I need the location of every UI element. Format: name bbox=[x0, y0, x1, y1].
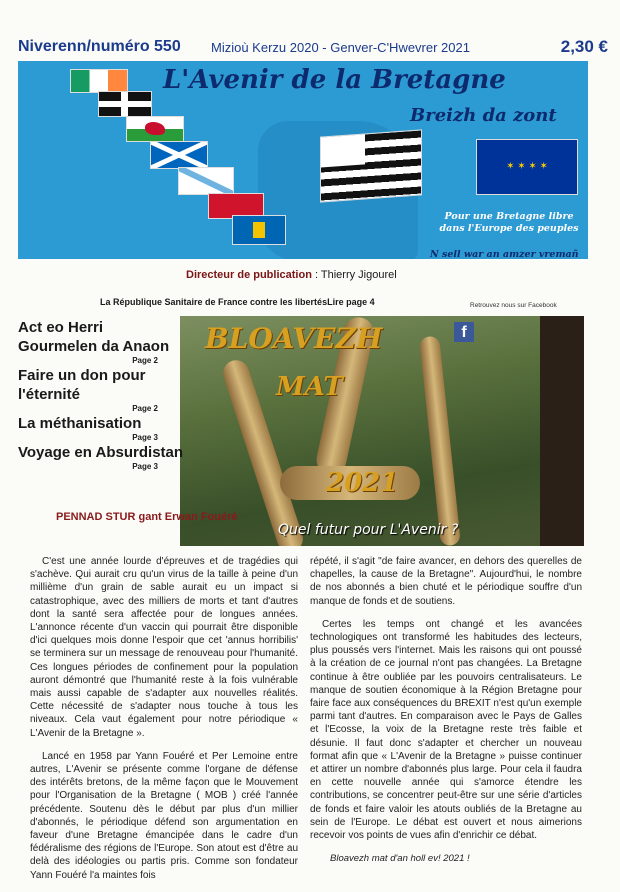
director-name: : Thierry Jigourel bbox=[314, 269, 397, 281]
cover-title-line2: MAT bbox=[276, 372, 343, 402]
toc-page: Page 2 bbox=[132, 404, 158, 413]
article-column-2 bbox=[310, 555, 582, 875]
toc-page: Page 3 bbox=[132, 433, 158, 442]
breton-flag-icon bbox=[320, 129, 422, 202]
paragraph: C'est une année lourde d'épreuves et de tragédies qui s'achève. Qui aurait cru qu'un virus de la taille à peine d'un millième d'un grain de sable aurait eu un impact si catastrophique, avec des milliers de morts et tant d'autres dont la santé sera affectée pour de longues années. L'annonce récente d'un vaccin qui pourrait être disponible d'ici quelques mois donne l'espoir que cet 'annus horribilis' se terminera sur un message de renouveau pour l'humanité. Ces longues périodes de confinement pour la population auront démontré que l'humanité reste à la fois vulnérable mais aussi capable de s'adapter aux nouvelles réalités. Cette nécessité de s'adapter nous touche à tous les niveaux. Cela vaut également pour notre périodique « L'Avenir de la Bretagne ». bbox=[30, 556, 298, 739]
top-headline: La République Sanitaire de France contre les libertésLire page 4 bbox=[100, 297, 375, 307]
scottish-flag-icon bbox=[150, 141, 208, 169]
issue-date: Mizioù Kerzu 2020 - Genver-C'Hwevrer 2021 bbox=[211, 40, 470, 55]
facebook-note: Retrouvez nous sur Facebook bbox=[470, 302, 557, 309]
asturian-flag-icon bbox=[232, 215, 286, 245]
newspaper-subtitle: Breizh da zont bbox=[410, 105, 557, 126]
paragraph: répété, il s'agit "de faire avancer, en dehors des querelles de chapelles, la cause de la Bretagne". Aujourd'hui, le nombre de nos abonnés a bien chuté et le périodique souffre d'un manque de fonds et de soutiens. bbox=[310, 556, 582, 607]
price: 2,30 € bbox=[560, 37, 608, 56]
paragraph: Certes les temps ont changé et les avancées technologiques ont transformé les habitudes des lecteurs, plus poussés vers l'internet. Mais les raisons qui ont poussé à la création de ce journal n'ont pas changées. La Bretagne continue à être oubliée par les pouvoirs centralisateurs. Le manque de soutien économique à la Région Bretagne pour faire face aux conséquences du BREXIT n'est qu'un exemple parmi tant d'autres. En comparaison avec le Pays de Galles et l'Ecosse, la voix de la Bretagne reste très faible et désunie. Il faut donc s'adapter et chercher un nouveau format afin que « L'Avenir de la Bretagne » puisse continuer et attirer un nombre d'abonnés plus large. Pour cela il faudra en cette nouvelle année qui s'amorce étendre les contributions, se concentrer peut-être sur une série d'articles de fonds et faire valoir les atouts oubliés de la Bretagne au sein de l'Europe. Le débat est ouvert et nous aimerions recevoir vos points de vues afin d'enrichir ce débat. bbox=[310, 618, 582, 842]
galician-flag-icon bbox=[178, 167, 234, 195]
cover-title-line1: BLOAVEZH bbox=[205, 322, 383, 355]
toc-page: Page 2 bbox=[132, 356, 158, 365]
cornish-flag-icon bbox=[98, 91, 152, 117]
tagline: Pour une Bretagne libre dans l'Europe des peuples bbox=[439, 211, 579, 234]
toc-title[interactable]: Act eo Herri Gourmelen da Anaon bbox=[18, 319, 170, 355]
cover-question: Quel futur pour L'Avenir ? bbox=[278, 522, 459, 538]
closing-greeting: Bloavezh mat d'an holl ev! 2021 ! bbox=[330, 853, 470, 865]
issue-number: Niverenn/numéro 550 bbox=[18, 38, 181, 55]
table-of-contents bbox=[18, 318, 186, 472]
article-column-1 bbox=[30, 555, 298, 892]
editorial-heading: PENNAD STUR gant Erwan Fouéré bbox=[56, 511, 238, 523]
toc-title[interactable]: Faire un don pour l'éternité bbox=[18, 367, 146, 403]
masthead-banner bbox=[18, 61, 588, 259]
cover-year: 2021 bbox=[326, 468, 399, 498]
newspaper-title: L'Avenir de la Bretagne bbox=[163, 65, 506, 95]
paragraph: Lancé en 1958 par Yann Fouéré et Per Lemoine entre autres, L'Avenir se présente comme l'organe de défense des intérêts bretons, de la même façon que le Mouvement pour l'Organisation de la Bretagne ( MOB ) créé l'année précédente. Soutenu dès le début par plus d'un millier d'abonnés, le périodique défend son argumentation en faveur d'une Bretagne émancipée dans le cadre d'un fédéralisme des régions de l'Europe. Son atout est d'être au delà des idéologies ou partis pris. Comme son fondateur Yann Fouéré l'a maintes fois bbox=[30, 750, 298, 881]
toc-title[interactable]: La méthanisation bbox=[18, 415, 142, 432]
toc-title[interactable]: Voyage en Absurdistan bbox=[18, 444, 184, 461]
eu-flag-icon: ✶ ✶ ✶ ✶ bbox=[476, 139, 578, 195]
motto: N sell war an amzer vremañ bbox=[430, 249, 579, 259]
director-label: Directeur de publication bbox=[186, 269, 312, 281]
toc-page: Page 3 bbox=[132, 462, 158, 471]
publication-director bbox=[186, 269, 397, 281]
facebook-icon[interactable]: f bbox=[454, 322, 474, 342]
irish-flag-icon bbox=[70, 69, 128, 93]
welsh-flag-icon bbox=[126, 116, 184, 142]
masthead-bar bbox=[18, 38, 608, 60]
